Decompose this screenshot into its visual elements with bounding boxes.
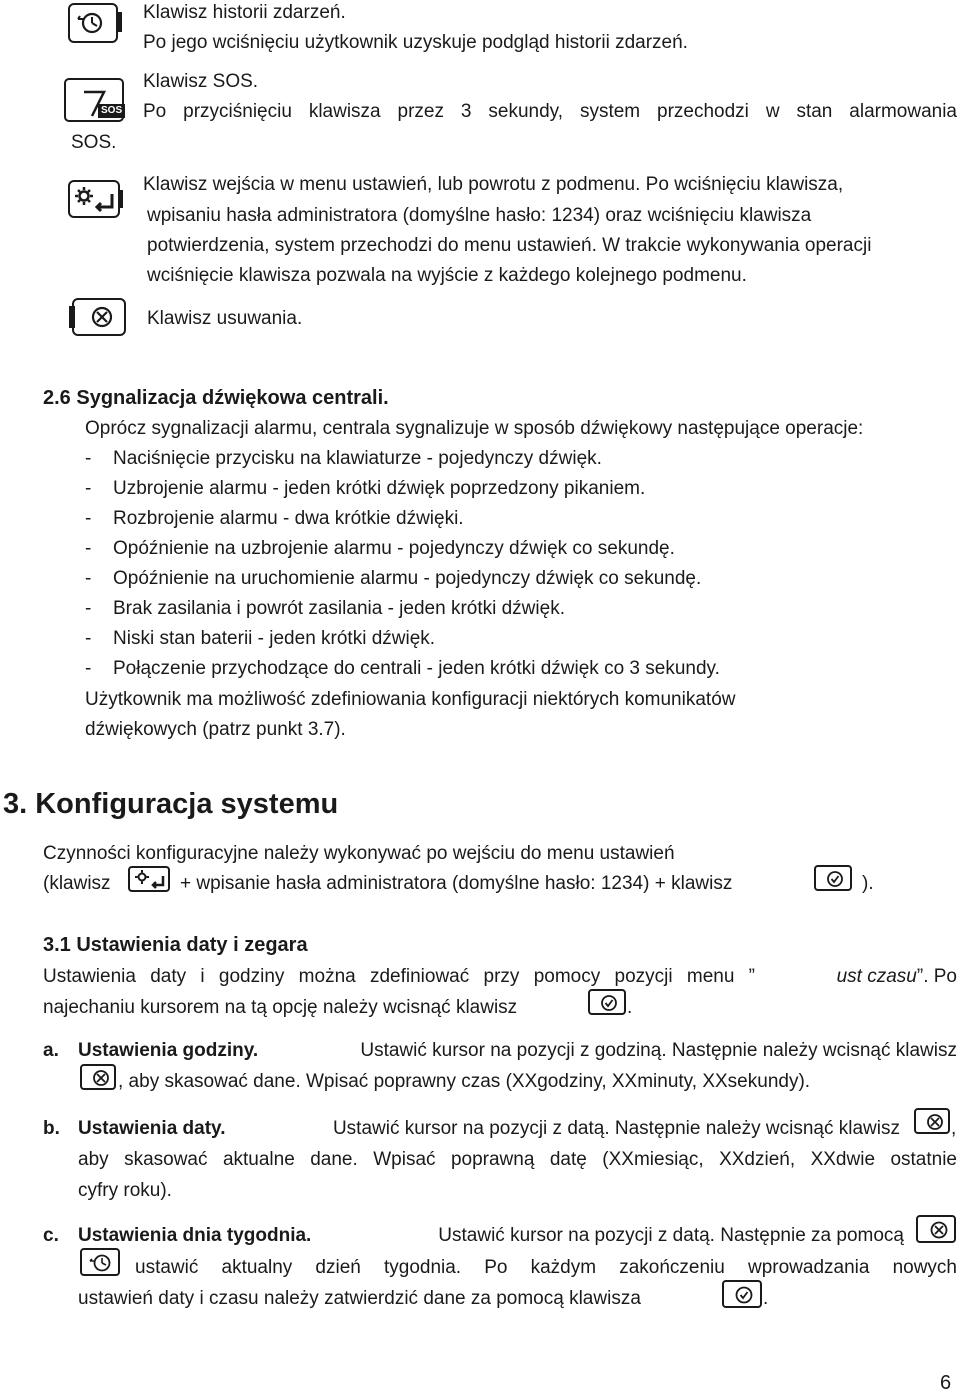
item-b-text: Ustawić kursor na pozycji z datą. Następnie należy wcisnąć klawisz (332, 1118, 900, 1139)
list-bullet: - (85, 538, 92, 559)
item-a-text: Ustawić kursor na pozycji z godziną. Następnie należy wcisnąć klawisz (360, 1040, 957, 1061)
list-item (85, 448, 602, 470)
delete-key-inline-icon (80, 1064, 116, 1090)
history-key-tab (116, 12, 122, 32)
list-item (85, 538, 675, 560)
delete-key-icon (72, 298, 126, 336)
delete-key-inline-icon (914, 1108, 950, 1134)
list-item-text: Opóźnienie na uzbrojenie alarmu - pojedynczy dźwięk co sekundę. (113, 538, 675, 559)
list-item-text: Naciśnięcie przycisku na klawiaturze - pojedynczy dźwięk. (113, 448, 602, 469)
confirm-key-inline-icon (588, 989, 626, 1015)
item-a-line1 (78, 1040, 957, 1062)
section-3-line2-c: ). (862, 873, 874, 894)
section-3-1-p2-b: . (627, 997, 633, 1018)
page-number: 6 (940, 1372, 952, 1394)
confirm-key-inline-icon (814, 865, 852, 891)
section-3-1-p2-a: najechaniu kursorem na tą opcję należy wcisnąć klawisz (43, 997, 518, 1018)
history-key-inline-icon (80, 1248, 120, 1276)
item-a-title: Ustawienia godziny. (78, 1040, 259, 1061)
list-item (85, 658, 720, 680)
list-bullet: - (85, 658, 92, 679)
section-2-6-intro: Oprócz sygnalizacji alarmu, centrala sygnalizuje w sposób dźwiękowy następujące operacje: (85, 418, 864, 439)
list-bullet: - (85, 448, 92, 469)
sos-key-desc-tail: SOS. (71, 132, 117, 153)
section-2-6-outro-1: Użytkownik ma możliwość zdefiniowania konfiguracji niektórych komunikatów (85, 689, 736, 710)
section-3-line1: Czynności konfiguracyjne należy wykonywać po wejściu do menu ustawień (43, 843, 675, 864)
list-bullet: - (85, 628, 92, 649)
item-c-line2: ustawić aktualny dzień tygodnia. Po każdym zakończeniu wprowadzania nowych (135, 1257, 957, 1278)
section-3-1-p1-b: ”. Po (916, 966, 957, 987)
item-c-marker: c. (43, 1225, 59, 1246)
item-c-text: Ustawić kursor na pozycji z datą. Następnie za pomocą (438, 1225, 904, 1246)
list-item-text: Niski stan baterii - jeden krótki dźwięk. (113, 628, 436, 649)
section-3-1-p1-a: Ustawienia daty i godziny można zdefiniować przy pomocy pozycji menu ” (43, 966, 755, 987)
item-c-line1 (78, 1225, 904, 1247)
section-2-6-heading: 2.6 Sygnalizacja dźwiękowa centrali. (43, 387, 389, 409)
list-item (85, 628, 435, 650)
settings-key-desc-line: wpisaniu hasła administratora (domyślne hasło: 1234) oraz wciśnięciu klawisza (147, 205, 812, 226)
list-bullet: - (85, 568, 92, 589)
section-3-line2-b: + wpisanie hasła administratora (domyślne hasło: 1234) + klawisz (180, 873, 733, 894)
settings-key-inline-icon (128, 866, 170, 892)
list-item (85, 598, 565, 620)
settings-key-tab (118, 190, 123, 208)
sos-key-title: Klawisz SOS. (143, 71, 259, 92)
item-b-marker: b. (43, 1118, 60, 1139)
settings-key-desc-line: Klawisz wejścia w menu ustawień, lub powrotu z podmenu. Po wciśnięciu klawisza, (143, 174, 844, 195)
list-bullet: - (85, 508, 92, 529)
confirm-key-inline-icon (722, 1280, 762, 1308)
item-b-line1 (78, 1118, 900, 1140)
history-key-title: Klawisz historii zdarzeń. (143, 2, 346, 23)
list-item-text: Opóźnienie na uruchomienie alarmu - pojedynczy dźwięk co sekundę. (113, 568, 702, 589)
section-3-heading: 3. Konfiguracja systemu (3, 788, 339, 820)
list-item-text: Uzbrojenie alarmu - jeden krótki dźwięk poprzedzony pikaniem. (113, 478, 646, 499)
history-key-desc: Po jego wciśnięciu użytkownik uzyskuje podgląd historii zdarzeń. (143, 32, 688, 53)
delete-key-inline-icon (916, 1215, 956, 1243)
section-3-line2-a: (klawisz (43, 873, 111, 894)
item-c-title: Ustawienia dnia tygodnia. (78, 1225, 312, 1246)
list-item-text: Rozbrojenie alarmu - dwa krótkie dźwięki. (113, 508, 464, 529)
item-b-title: Ustawienia daty. (78, 1118, 226, 1139)
list-item (85, 568, 701, 590)
sos-key-icon (64, 78, 124, 122)
sos-label: SOS (98, 104, 125, 118)
item-b-line2: aby skasować aktualne dane. Wpisać poprawną datę (XXmiesiąc, XXdzień, XXdwie ostatnie (78, 1149, 957, 1170)
item-b-line1-tail: , (951, 1118, 957, 1139)
item-a-line2: , aby skasować dane. Wpisać poprawny czas (XXgodziny, XXminuty, XXsekundy). (118, 1071, 811, 1092)
delete-key-title: Klawisz usuwania. (147, 308, 303, 329)
list-item (85, 478, 645, 500)
list-item-text: Brak zasilania i powrót zasilania - jeden krótki dźwięk. (113, 598, 565, 619)
sos-key-desc: Po przyciśnięciu klawisza przez 3 sekundy, system przechodzi w stan alarmowania (143, 101, 957, 122)
list-item (85, 508, 464, 530)
menu-option-name: ust czasu (836, 966, 917, 987)
list-bullet: - (85, 598, 92, 619)
item-a-marker: a. (43, 1040, 59, 1061)
history-key-icon (68, 3, 118, 43)
settings-key-desc-line: wciśnięcie klawisza pozwala na wyjście z każdego kolejnego podmenu. (147, 265, 747, 286)
settings-key-desc-line: potwierdzenia, system przechodzi do menu ustawień. W trakcie wykonywania operacji (147, 235, 872, 256)
item-c-line3-b: . (763, 1288, 769, 1309)
section-2-6-outro-2: dźwiękowych (patrz punkt 3.7). (85, 719, 346, 740)
item-c-line3-a: ustawień daty i czasu należy zatwierdzić dane za pomocą klawisza (78, 1288, 641, 1309)
settings-key-icon (68, 180, 120, 218)
section-3-1-p1 (43, 966, 957, 988)
delete-key-tab (69, 306, 75, 328)
list-bullet: - (85, 478, 92, 499)
section-3-1-heading: 3.1 Ustawienia daty i zegara (43, 934, 308, 956)
item-b-line3: cyfry roku). (78, 1180, 172, 1201)
list-item-text: Połączenie przychodzące do centrali - jeden krótki dźwięk co 3 sekundy. (113, 658, 720, 679)
